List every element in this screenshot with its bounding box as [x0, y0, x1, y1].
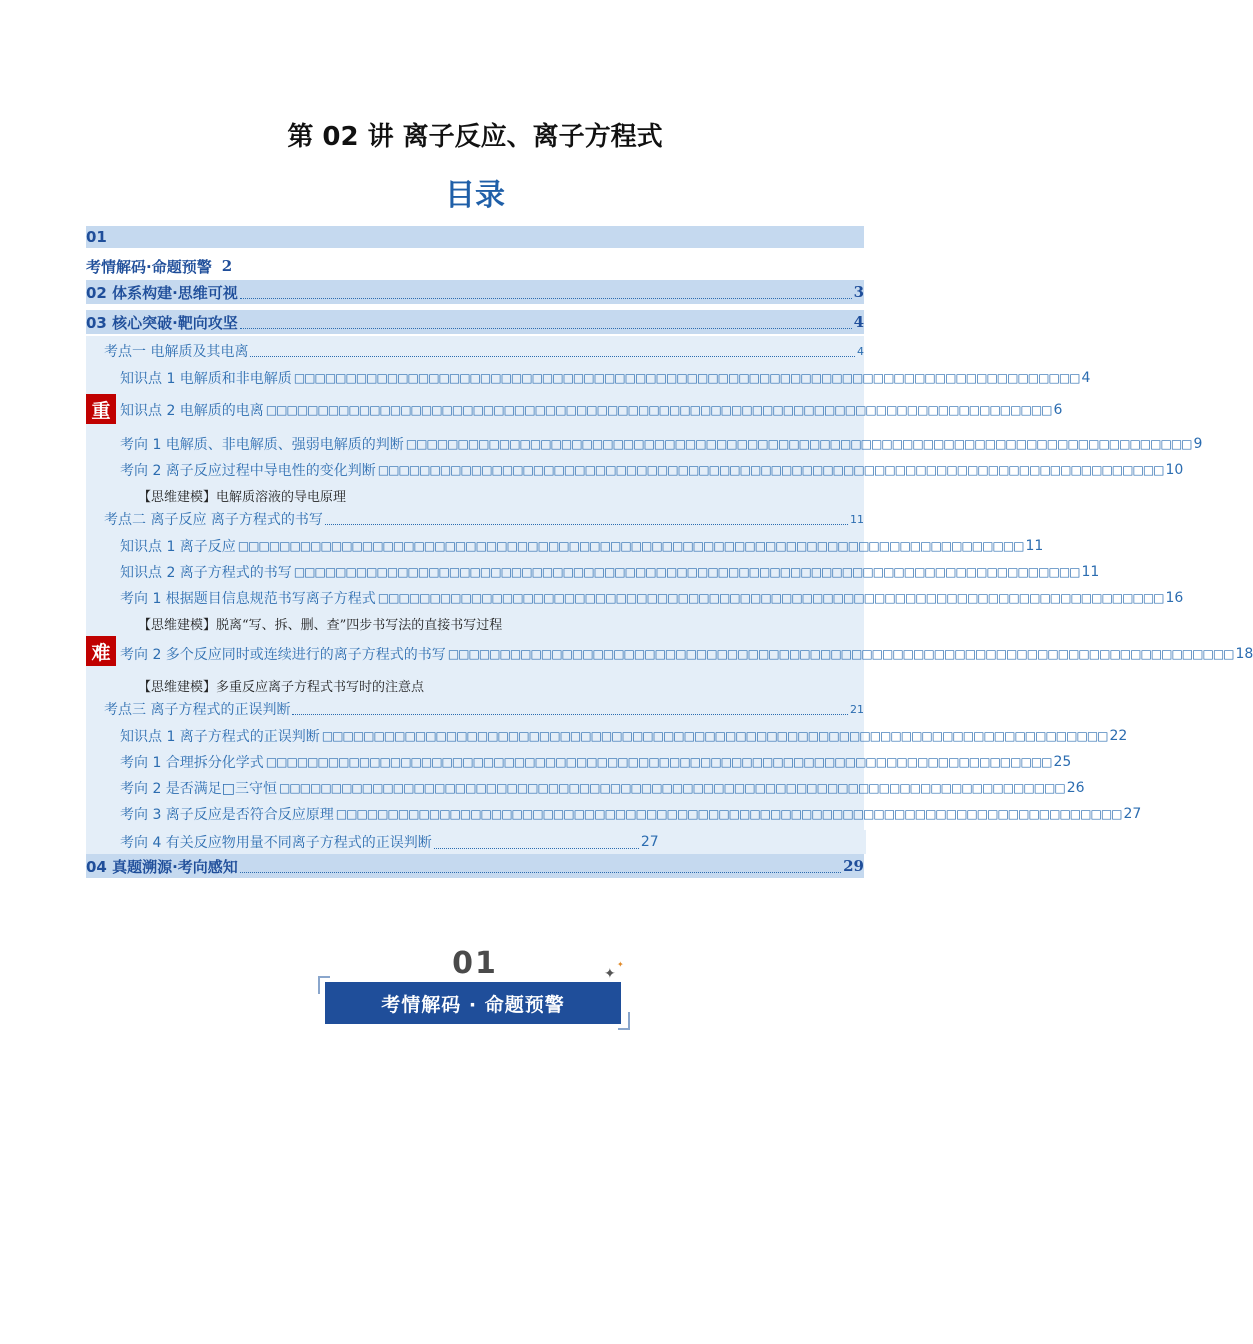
toc-text: 考向 4 有关反应物用量不同离子方程式的正误判断: [120, 835, 432, 851]
toc-row-k3x1[interactable]: [86, 750, 1072, 774]
toc-leader: □□□□□□□□□□□□□□□□□□□□□□□□□□□□□□□□□□□□□□□□□□□□□□□□□□□□□□□□□□□□□□□□□□□□□□□□□□□□: [377, 463, 1164, 477]
toc-leader: □□□□□□□□□□□□□□□□□□□□□□□□□□□□□□□□□□□□□□□□□□□□□□□□□□□□□□□□□□□□□□□□□□□□□□□□□□□□: [377, 591, 1164, 605]
toc-leader: [434, 847, 639, 849]
toc-row-02[interactable]: [86, 280, 864, 304]
toc-heading: 目录: [445, 178, 505, 213]
toc-leader: □□□□□□□□□□□□□□□□□□□□□□□□□□□□□□□□□□□□□□□□□□□□□□□□□□□□□□□□□□□□□□□□□□□□□□□□□□□□: [321, 729, 1108, 743]
toc-page: 27: [640, 834, 659, 850]
toc-page: 2: [221, 257, 233, 275]
toc-text: 考点二 离子反应 离子方程式的书写: [104, 512, 323, 528]
toc-row-k1z1[interactable]: [86, 366, 1091, 390]
toc-page: 16: [1165, 590, 1184, 606]
toc-row-k2x2[interactable]: [86, 642, 1253, 666]
badge-zhong: 重: [86, 394, 116, 424]
toc-page: 9: [1193, 436, 1203, 452]
toc-text: 【思维建模】电解质溶液的导电原理: [138, 489, 347, 505]
toc-text: 02 体系构建·思维可视: [86, 283, 238, 302]
toc-text: 考向 1 合理拆分化学式: [120, 755, 264, 771]
toc-page: 22: [1109, 728, 1128, 744]
toc-text: 考向 2 离子反应过程中导电性的变化判断: [120, 463, 376, 479]
toc-page: 27: [1123, 806, 1142, 822]
toc-leader: □□□□□□□□□□□□□□□□□□□□□□□□□□□□□□□□□□□□□□□□□□□□□□□□□□□□□□□□□□□□□□□□□□□□□□□□□□□□: [265, 755, 1052, 769]
toc-leader: [240, 871, 841, 873]
toc-text: 04 真题溯源·考向感知: [86, 857, 238, 876]
sparkle-icon: ✦: [617, 960, 624, 969]
toc-leader: □□□□□□□□□□□□□□□□□□□□□□□□□□□□□□□□□□□□□□□□□□□□□□□□□□□□□□□□□□□□□□□□□□□□□□□□□□□□: [237, 539, 1024, 553]
toc-page: 11: [850, 512, 864, 526]
toc-row-k3z1[interactable]: [86, 724, 1128, 748]
toc-page: 3: [853, 283, 864, 301]
toc-row-k3x3[interactable]: [86, 802, 1142, 826]
toc-leader: [325, 523, 848, 525]
toc-leader: □□□□□□□□□□□□□□□□□□□□□□□□□□□□□□□□□□□□□□□□□□□□□□□□□□□□□□□□□□□□□□□□□□□□□□□□□□□□: [265, 403, 1052, 417]
toc-text: 【思维建模】多重反应离子方程式书写时的注意点: [138, 679, 425, 695]
toc-leader: □□□□□□□□□□□□□□□□□□□□□□□□□□□□□□□□□□□□□□□□□□□□□□□□□□□□□□□□□□□□□□□□□□□□□□□□□□□□: [405, 437, 1192, 451]
toc-leader: [240, 327, 852, 329]
toc-row-k3x4[interactable]: [86, 830, 866, 854]
toc-row-k2z1[interactable]: [86, 534, 1044, 558]
toc-text: 03 核心突破·靶向攻坚: [86, 313, 238, 332]
toc-row-k2z2[interactable]: [86, 560, 1100, 584]
toc-leader: □□□□□□□□□□□□□□□□□□□□□□□□□□□□□□□□□□□□□□□□□□□□□□□□□□□□□□□□□□□□□□□□□□□□□□□□□□□□: [447, 647, 1234, 661]
section-number: 01: [452, 946, 498, 981]
toc-page: 26: [1066, 780, 1085, 796]
toc-row-01-title[interactable]: [86, 254, 864, 278]
toc-row-k3x2[interactable]: [86, 776, 1085, 800]
toc-text: 知识点 1 电解质和非电解质: [120, 371, 292, 387]
toc-page: 10: [1165, 462, 1184, 478]
toc-row-k1s[interactable]: [86, 484, 864, 506]
toc-row-k2s2[interactable]: [86, 674, 864, 696]
toc-text: 考向 1 根据题目信息规范书写离子方程式: [120, 591, 376, 607]
document-title: 第 02 讲 离子反应、离子方程式: [287, 122, 663, 152]
toc-text: 知识点 2 电解质的电离: [120, 403, 264, 419]
toc-row-k2[interactable]: [86, 508, 864, 530]
toc-page: 6: [1053, 402, 1063, 418]
badge-nan: 难: [86, 636, 116, 666]
toc-text: 知识点 1 离子方程式的正误判断: [120, 729, 320, 745]
toc-text: 考向 1 电解质、非电解质、强弱电解质的判断: [120, 437, 404, 453]
toc-row-k1x2[interactable]: [86, 458, 1184, 482]
toc-row-01[interactable]: [86, 226, 864, 248]
toc-page: 4: [1081, 370, 1091, 386]
toc-text: 考点一 电解质及其电离: [104, 344, 249, 360]
toc-leader: □□□□□□□□□□□□□□□□□□□□□□□□□□□□□□□□□□□□□□□□□□□□□□□□□□□□□□□□□□□□□□□□□□□□□□□□□□□□: [279, 781, 1065, 795]
section-banner: 考情解码 · 命题预警: [325, 982, 621, 1024]
toc-page: 11: [1025, 538, 1044, 554]
sparkle-icon: ✦: [604, 966, 616, 982]
toc-leader: [292, 713, 848, 715]
toc-page: 4: [857, 344, 864, 358]
toc-text: 知识点 2 离子方程式的书写: [120, 565, 292, 581]
toc-row-04[interactable]: [86, 854, 864, 878]
toc-text: 【思维建模】脱离“写、拆、删、查”四步书写法的直接书写过程: [138, 617, 503, 633]
toc-leader: □□□□□□□□□□□□□□□□□□□□□□□□□□□□□□□□□□□□□□□□□□□□□□□□□□□□□□□□□□□□□□□□□□□□□□□□□□□□: [293, 371, 1080, 385]
toc-row-k2s1[interactable]: [86, 612, 864, 634]
toc-leader: [250, 355, 855, 357]
toc-leader: □□□□□□□□□□□□□□□□□□□□□□□□□□□□□□□□□□□□□□□□□□□□□□□□□□□□□□□□□□□□□□□□□□□□□□□□□□□□: [335, 807, 1122, 821]
toc-row-k3[interactable]: [86, 698, 864, 720]
toc-text: 考向 2 多个反应同时或连续进行的离子方程式的书写: [120, 647, 446, 663]
toc-page: 18: [1235, 646, 1253, 662]
toc-text: 知识点 1 离子反应: [120, 539, 236, 555]
toc-page: 11: [1081, 564, 1100, 580]
toc-row-k1x1[interactable]: [86, 432, 1203, 456]
toc-page: 25: [1053, 754, 1072, 770]
toc-text: 考情解码·命题预警: [86, 257, 212, 276]
toc-page: 21: [850, 702, 864, 716]
toc-row-03[interactable]: [86, 310, 864, 334]
toc-text: 考点三 离子方程式的正误判断: [104, 702, 291, 718]
toc-text: 考向 2 是否满足□三守恒: [120, 781, 278, 797]
toc-leader: □□□□□□□□□□□□□□□□□□□□□□□□□□□□□□□□□□□□□□□□□□□□□□□□□□□□□□□□□□□□□□□□□□□□□□□□□□□□: [293, 565, 1080, 579]
toc-row-k1z2[interactable]: [86, 398, 1063, 422]
toc-text: 01: [86, 228, 107, 246]
toc-page: 29: [843, 857, 864, 875]
toc-page: 4: [853, 313, 864, 331]
toc-row-k1[interactable]: [86, 340, 864, 362]
toc-row-k2x1[interactable]: [86, 586, 1184, 610]
toc-leader: [240, 297, 852, 299]
toc-text: 考向 3 离子反应是否符合反应原理: [120, 807, 334, 823]
